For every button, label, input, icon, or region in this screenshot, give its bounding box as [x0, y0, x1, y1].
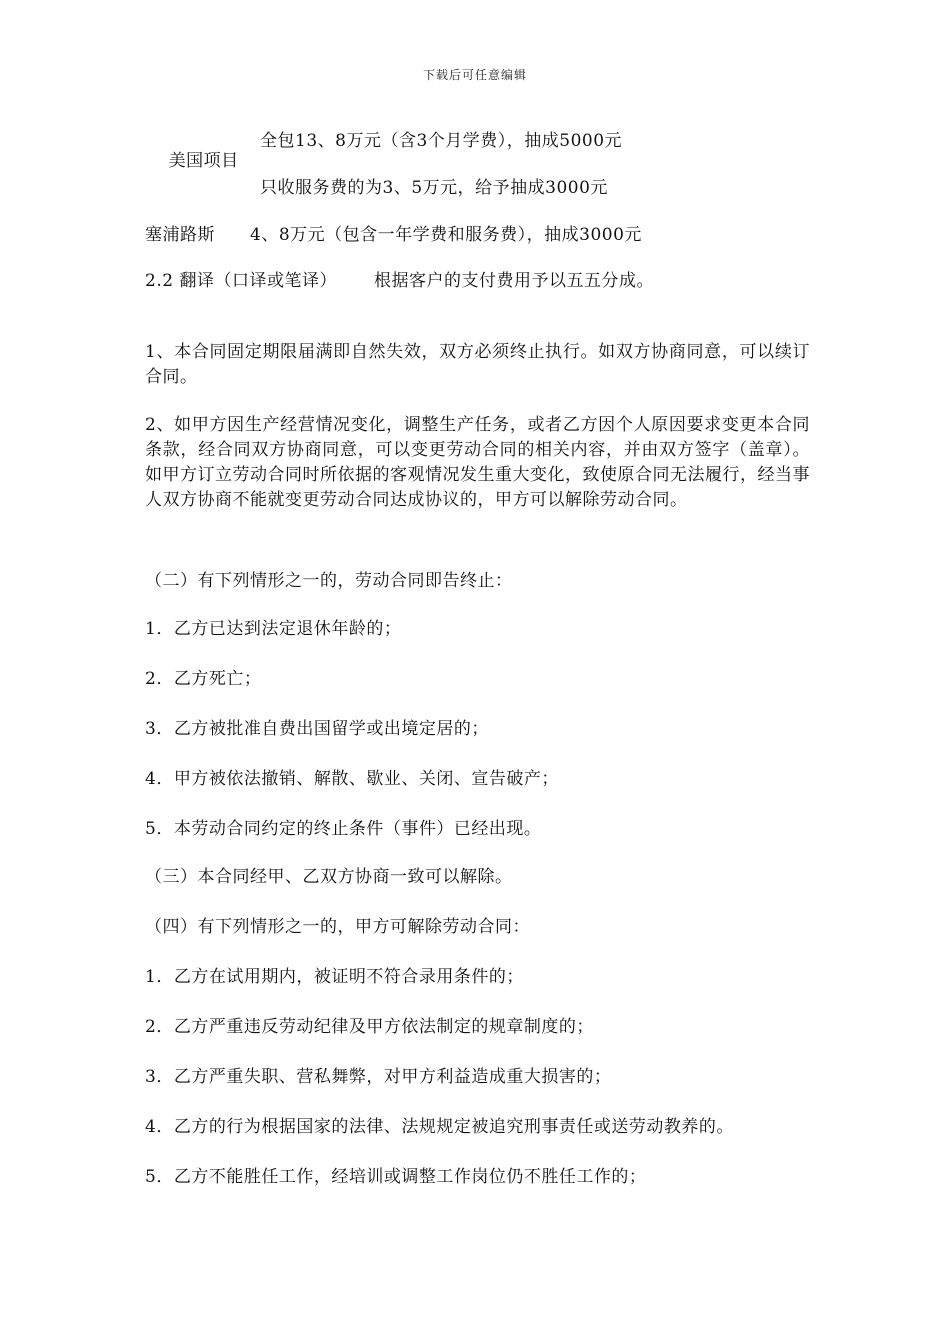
- dismissal-heading: （四）有下列情形之一的，甲方可解除劳动合同：: [145, 917, 530, 937]
- cyprus-label: 塞浦路斯: [145, 225, 215, 245]
- mutual-heading: （三）本合同经甲、乙双方协商一致可以解除。: [145, 867, 513, 887]
- dismissal-item: 4．乙方的行为根据国家的法律、法规规定被追究刑事责任或送劳动教养的。: [145, 1117, 734, 1137]
- dismissal-item: 5．乙方不能胜任工作，经培训或调整工作岗位仍不胜任工作的；: [145, 1167, 647, 1187]
- translation-fee-line: 根据客户的支付费用予以五五分成。: [374, 271, 654, 291]
- dismissal-item: 3．乙方严重失职、营私舞弊，对甲方利益造成重大损害的；: [145, 1067, 612, 1087]
- dismissal-item: 2．乙方严重违反劳动纪律及甲方依法制定的规章制度的；: [145, 1017, 594, 1037]
- dismissal-item: 1．乙方在试用期内，被证明不符合录用条件的；: [145, 967, 524, 987]
- termination-item: 4．甲方被依法撤销、解散、歇业、关闭、宣告破产；: [145, 769, 559, 789]
- usa-fee-line1: 全包13、8万元（含3个月学费），抽成5000元: [260, 131, 623, 151]
- translation-label: 2.2 翻译（口译或笔译）: [145, 271, 337, 291]
- cyprus-fee-line: 4、8万元（包含一年学费和服务费），抽成3000元: [250, 225, 642, 245]
- termination-item: 1．乙方已达到法定退休年龄的；: [145, 619, 402, 639]
- usa-fee-line2: 只收服务费的为3、5万元，给予抽成3000元: [260, 178, 608, 198]
- paragraph-2: 2、如甲方因生产经营情况变化，调整生产任务，或者乙方因个人原因要求变更本合同条款，经合同双方协商同意，可以变更劳动合同的相关内容，并由双方签字（盖章）。如甲方订立劳动合同时所依据的客观情况发生重大变化，致使原合同无法履行，经当事人双方协商不能就变更劳动合同达成协议的，甲方可以解除劳动合同。: [145, 415, 810, 510]
- termination-heading: （二）有下列情形之一的，劳动合同即告终止：: [145, 571, 513, 591]
- termination-item: 2．乙方死亡；: [145, 669, 262, 689]
- usa-label: 美国项目: [168, 151, 239, 171]
- paragraph-1: 1、本合同固定期限届满即自然失效，双方必须终止执行。如双方协商同意，可以续订合同。: [145, 342, 810, 387]
- header-note: 下载后可任意编辑: [422, 68, 527, 82]
- termination-item: 3．乙方被批准自费出国留学或出境定居的；: [145, 719, 489, 739]
- usa-fee-line: [145, 126, 239, 191]
- termination-item: 5．本劳动合同约定的终止条件（事件）已经出现。: [145, 819, 542, 839]
